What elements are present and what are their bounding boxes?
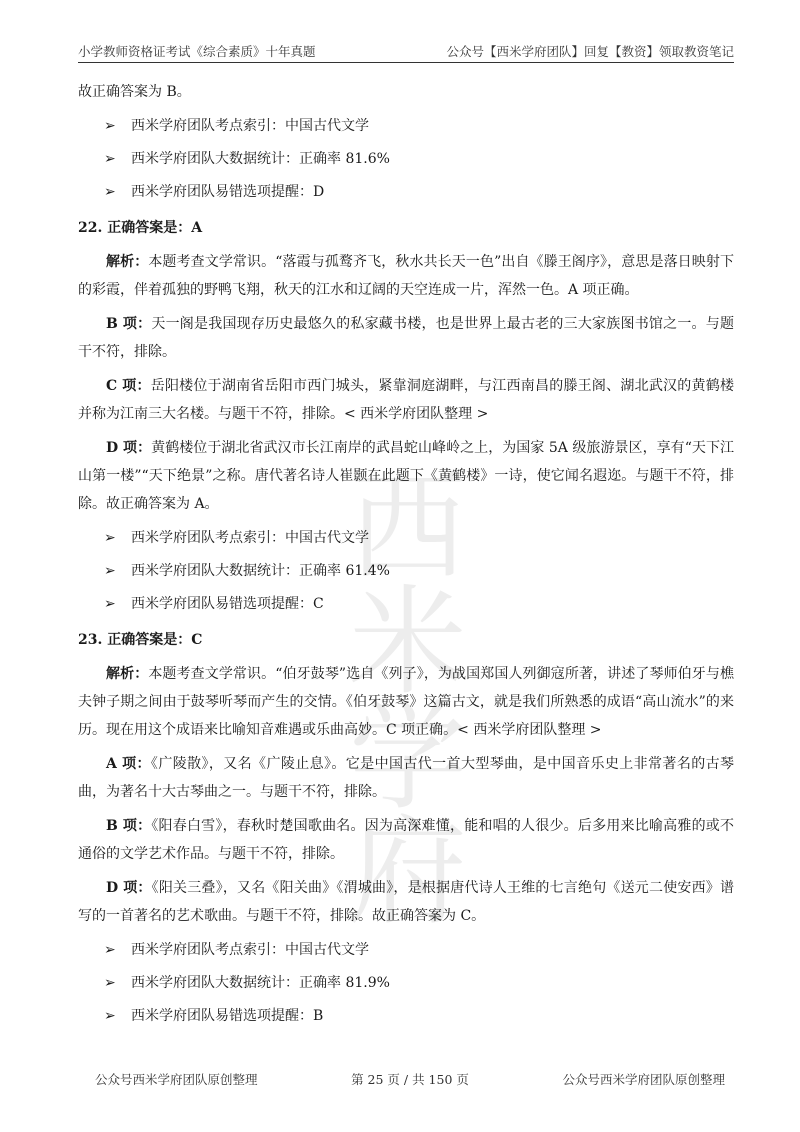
arrow-bullet-icon: ➢ xyxy=(104,942,116,958)
header-right-note: 公众号【西米学府团队】回复【教资】领取教资笔记 xyxy=(446,44,734,59)
arrow-bullet-icon: ➢ xyxy=(104,563,116,579)
bullet-text: 西米学府团队考点索引：中国古代文学 xyxy=(131,942,369,958)
option-label: C 项： xyxy=(106,378,151,394)
analysis-label: 解析： xyxy=(106,254,149,270)
bullet-text: 西米学府团队大数据统计：正确率 81.9% xyxy=(131,975,390,991)
bullet-text: 西米学府团队易错选项提醒：C xyxy=(131,596,324,612)
option-label: A 项： xyxy=(106,756,151,772)
arrow-bullet-icon: ➢ xyxy=(104,530,116,546)
option-label: D 项： xyxy=(106,440,152,456)
q22-option-b xyxy=(78,310,734,366)
page-footer xyxy=(95,1070,725,1090)
bullet-item xyxy=(78,1002,734,1030)
q22-option-d xyxy=(78,434,734,518)
q23-option-a xyxy=(78,750,734,806)
arrow-bullet-icon: ➢ xyxy=(104,151,116,167)
option-label: D 项： xyxy=(106,880,152,896)
q23-option-b xyxy=(78,812,734,868)
question-22-title: 22. 正确答案是：A xyxy=(78,220,203,236)
q23-analysis xyxy=(78,660,734,744)
arrow-bullet-icon: ➢ xyxy=(104,596,116,612)
arrow-bullet-icon: ➢ xyxy=(104,118,116,134)
arrow-bullet-icon: ➢ xyxy=(104,1008,116,1024)
option-text: 《广陵散》，又名《广陵止息》。它是中国古代一首大型琴曲，是中国音乐史上非常著名的古琴曲，为著名十大古琴曲之一。与题干不符，排除。 xyxy=(78,756,734,800)
intro-answer: 故正确答案为 B。 xyxy=(78,84,191,100)
page-number: 第 25 页 / 共 150 页 xyxy=(351,1072,469,1087)
option-text: 《阳春白雪》，春秋时楚国歌曲名。因为高深难懂，能和唱的人很少。后多用来比喻高雅的或不通俗的文学艺术作品。与题干不符，排除。 xyxy=(78,818,734,862)
analysis-text: 本题考查文学常识。“落霞与孤鹜齐飞，秋水共长天一色”出自《滕王阁序》，意思是落日映射下的彩霞，伴着孤独的野鸭飞翔，秋天的江水和辽阔的天空连成一片，浑然一色。A 项正确。 xyxy=(78,254,734,298)
option-label: B 项： xyxy=(106,818,152,834)
arrow-bullet-icon: ➢ xyxy=(104,975,116,991)
bullet-text: 西米学府团队大数据统计：正确率 81.6% xyxy=(131,151,390,167)
footer-right: 公众号西米学府团队原创整理 xyxy=(562,1072,725,1087)
option-text: 《阳关三叠》，又名《阳关曲》《渭城曲》，是根据唐代诗人王维的七言绝句《送元二使安西》谱写的一首著名的艺术歌曲。与题干不符，排除。故正确答案为 C。 xyxy=(78,880,735,924)
q22-option-c xyxy=(78,372,734,428)
watermark-line2: 学府 xyxy=(348,688,471,941)
bullet-text: 西米学府团队易错选项提醒：B xyxy=(131,1008,324,1024)
page-header xyxy=(78,40,734,63)
bullet-text: 西米学府团队考点索引：中国古代文学 xyxy=(131,118,369,134)
bullet-item xyxy=(78,590,734,618)
bullet-item xyxy=(78,145,734,173)
bullet-item xyxy=(78,524,734,552)
question-23-title: 23. 正确答案是：C xyxy=(78,632,203,648)
option-text: 天一阁是我国现存历史最悠久的私家藏书楼，也是世界上最古老的三大家族图书馆之一。与题干不符，排除。 xyxy=(78,316,734,360)
bullet-text: 西米学府团队大数据统计：正确率 61.4% xyxy=(131,563,390,579)
option-text: 黄鹤楼位于湖北省武汉市长江南岸的武昌蛇山峰岭之上，为国家 5A 级旅游景区，享有“天下江山第一楼”“天下绝景”之称。唐代著名诗人崔颢在此题下《黄鹤楼》一诗，使它闻名遐迩。与题干不符，排除。故正确答案为 A。 xyxy=(78,440,735,512)
bullet-item xyxy=(78,557,734,585)
bullet-text: 西米学府团队易错选项提醒：D xyxy=(131,184,325,200)
bullet-text: 西米学府团队考点索引：中国古代文学 xyxy=(131,530,369,546)
bullet-item xyxy=(78,112,734,140)
bullet-item xyxy=(78,969,734,997)
watermark-line1: 西米 xyxy=(348,458,471,711)
arrow-bullet-icon: ➢ xyxy=(104,184,116,200)
bullet-item xyxy=(78,178,734,206)
header-left-title: 小学教师资格证考试《综合素质》十年真题 xyxy=(78,44,316,59)
page-content xyxy=(78,78,734,1035)
bullet-item xyxy=(78,936,734,964)
option-text: 岳阳楼位于湖南省岳阳市西门城头，紧靠洞庭湖畔，与江西南昌的滕王阁、湖北武汉的黄鹤楼并称为江南三大名楼。与题干不符，排除。< 西米学府团队整理 > xyxy=(78,378,734,422)
q22-analysis xyxy=(78,248,734,304)
option-label: B 项： xyxy=(106,316,152,332)
q23-option-d xyxy=(78,874,734,930)
analysis-text: 本题考查文学常识。“伯牙鼓琴”选自《列子》，为战国郑国人列御寇所著，讲述了琴师伯牙与樵夫钟子期之间由于鼓琴听琴而产生的交情。《伯牙鼓琴》这篇古文，就是我们所熟悉的成语“高山流水”的来历。现在用这个成语来比喻知音难遇或乐曲高妙。C 项正确。< 西米学府团队整理 > xyxy=(78,666,734,738)
analysis-label: 解析： xyxy=(106,666,149,682)
footer-left: 公众号西米学府团队原创整理 xyxy=(95,1072,258,1087)
